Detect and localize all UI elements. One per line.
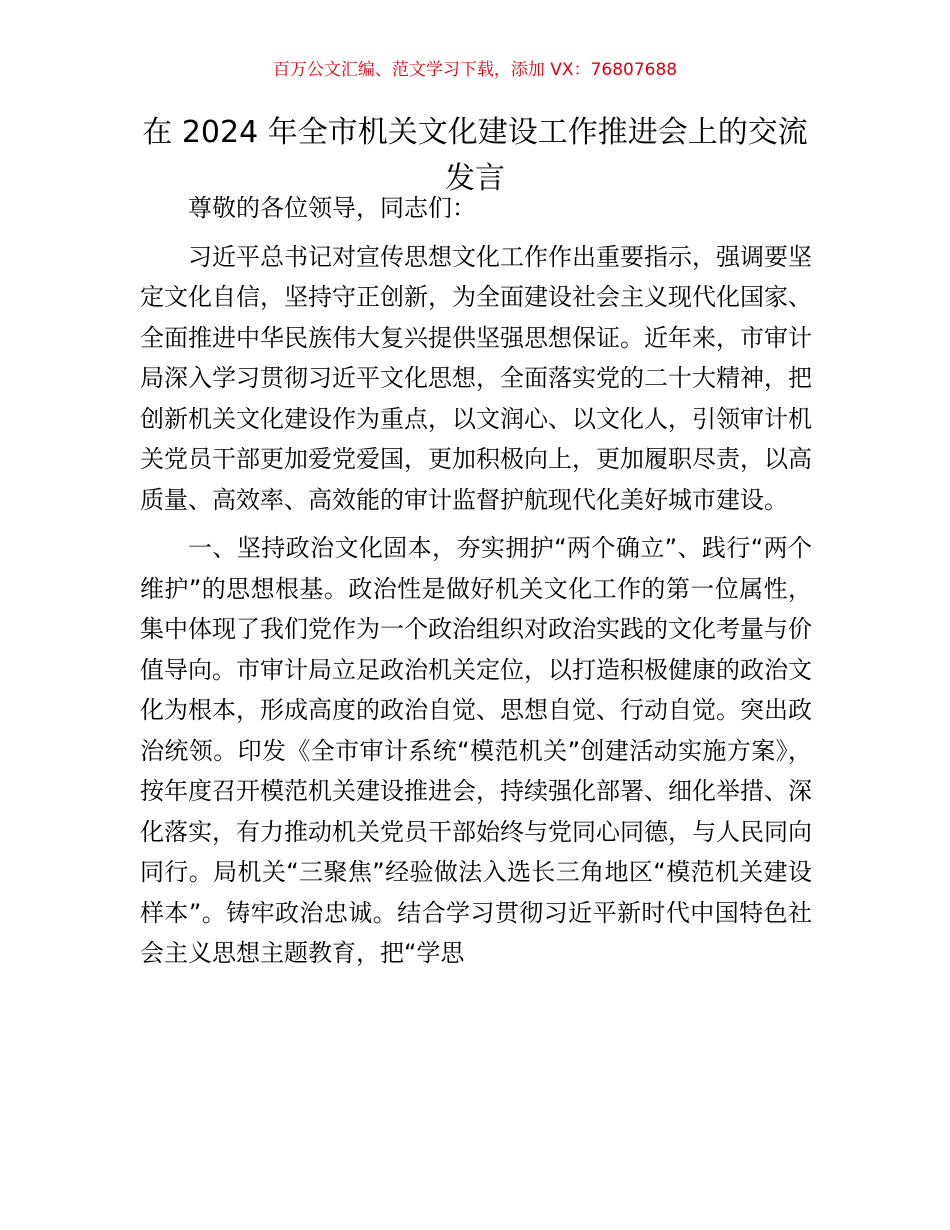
promo-banner: 百万公文汇编、范文学习下载，添加 VX：76807688: [272, 60, 678, 80]
document-body: [140, 188, 812, 982]
paragraph-intro: 习近平总书记对宣传思想文化工作作出重要指示，强调要坚定文化自信，坚持守正创新，为全面建设社会主义现代化国家、全面推进中华民族伟大复兴提供坚强思想保证。近年来，市审计局深入学习贯彻习近平文化思想，全面落实党的二十大精神，把创新机关文化建设作为重点，以文润心、以文化人，引领审计机关党员干部更加爱党爱国，更加积极向上，更加履职尽责，以高质量、高效率、高效能的审计监督护航现代化美好城市建设。: [140, 242, 812, 514]
document-title: 在 2024 年全市机关文化建设工作推进会上的交流发言: [142, 115, 808, 196]
salutation: 尊敬的各位领导，同志们：: [188, 194, 476, 222]
paragraph-section-one: 一、坚持政治文化固本，夯实拥护“两个确立”、践行“两个维护”的思想根基。政治性是做好机关文化工作的第一位属性，集中体现了我们党作为一个政治组织对政治实践的文化考量与价值导向。市审计局立足政治机关定位，以打造积极健康的政治文化为根本，形成高度的政治自觉、思想自觉、行动自觉。突出政治统领。印发《全市审计系统“模范机关”创建活动实施方案》，按年度召开模范机关建设推进会，持续强化部署、细化举措、深化落实，有力推动机关党员干部始终与党同心同德，与人民同向同行。局机关“三聚焦”经验做法入选长三角地区“模范机关建设样本”。铸牢政治忠诚。结合学习贯彻习近平新时代中国特色社会主义思想主题教育，把“学思: [140, 534, 812, 967]
